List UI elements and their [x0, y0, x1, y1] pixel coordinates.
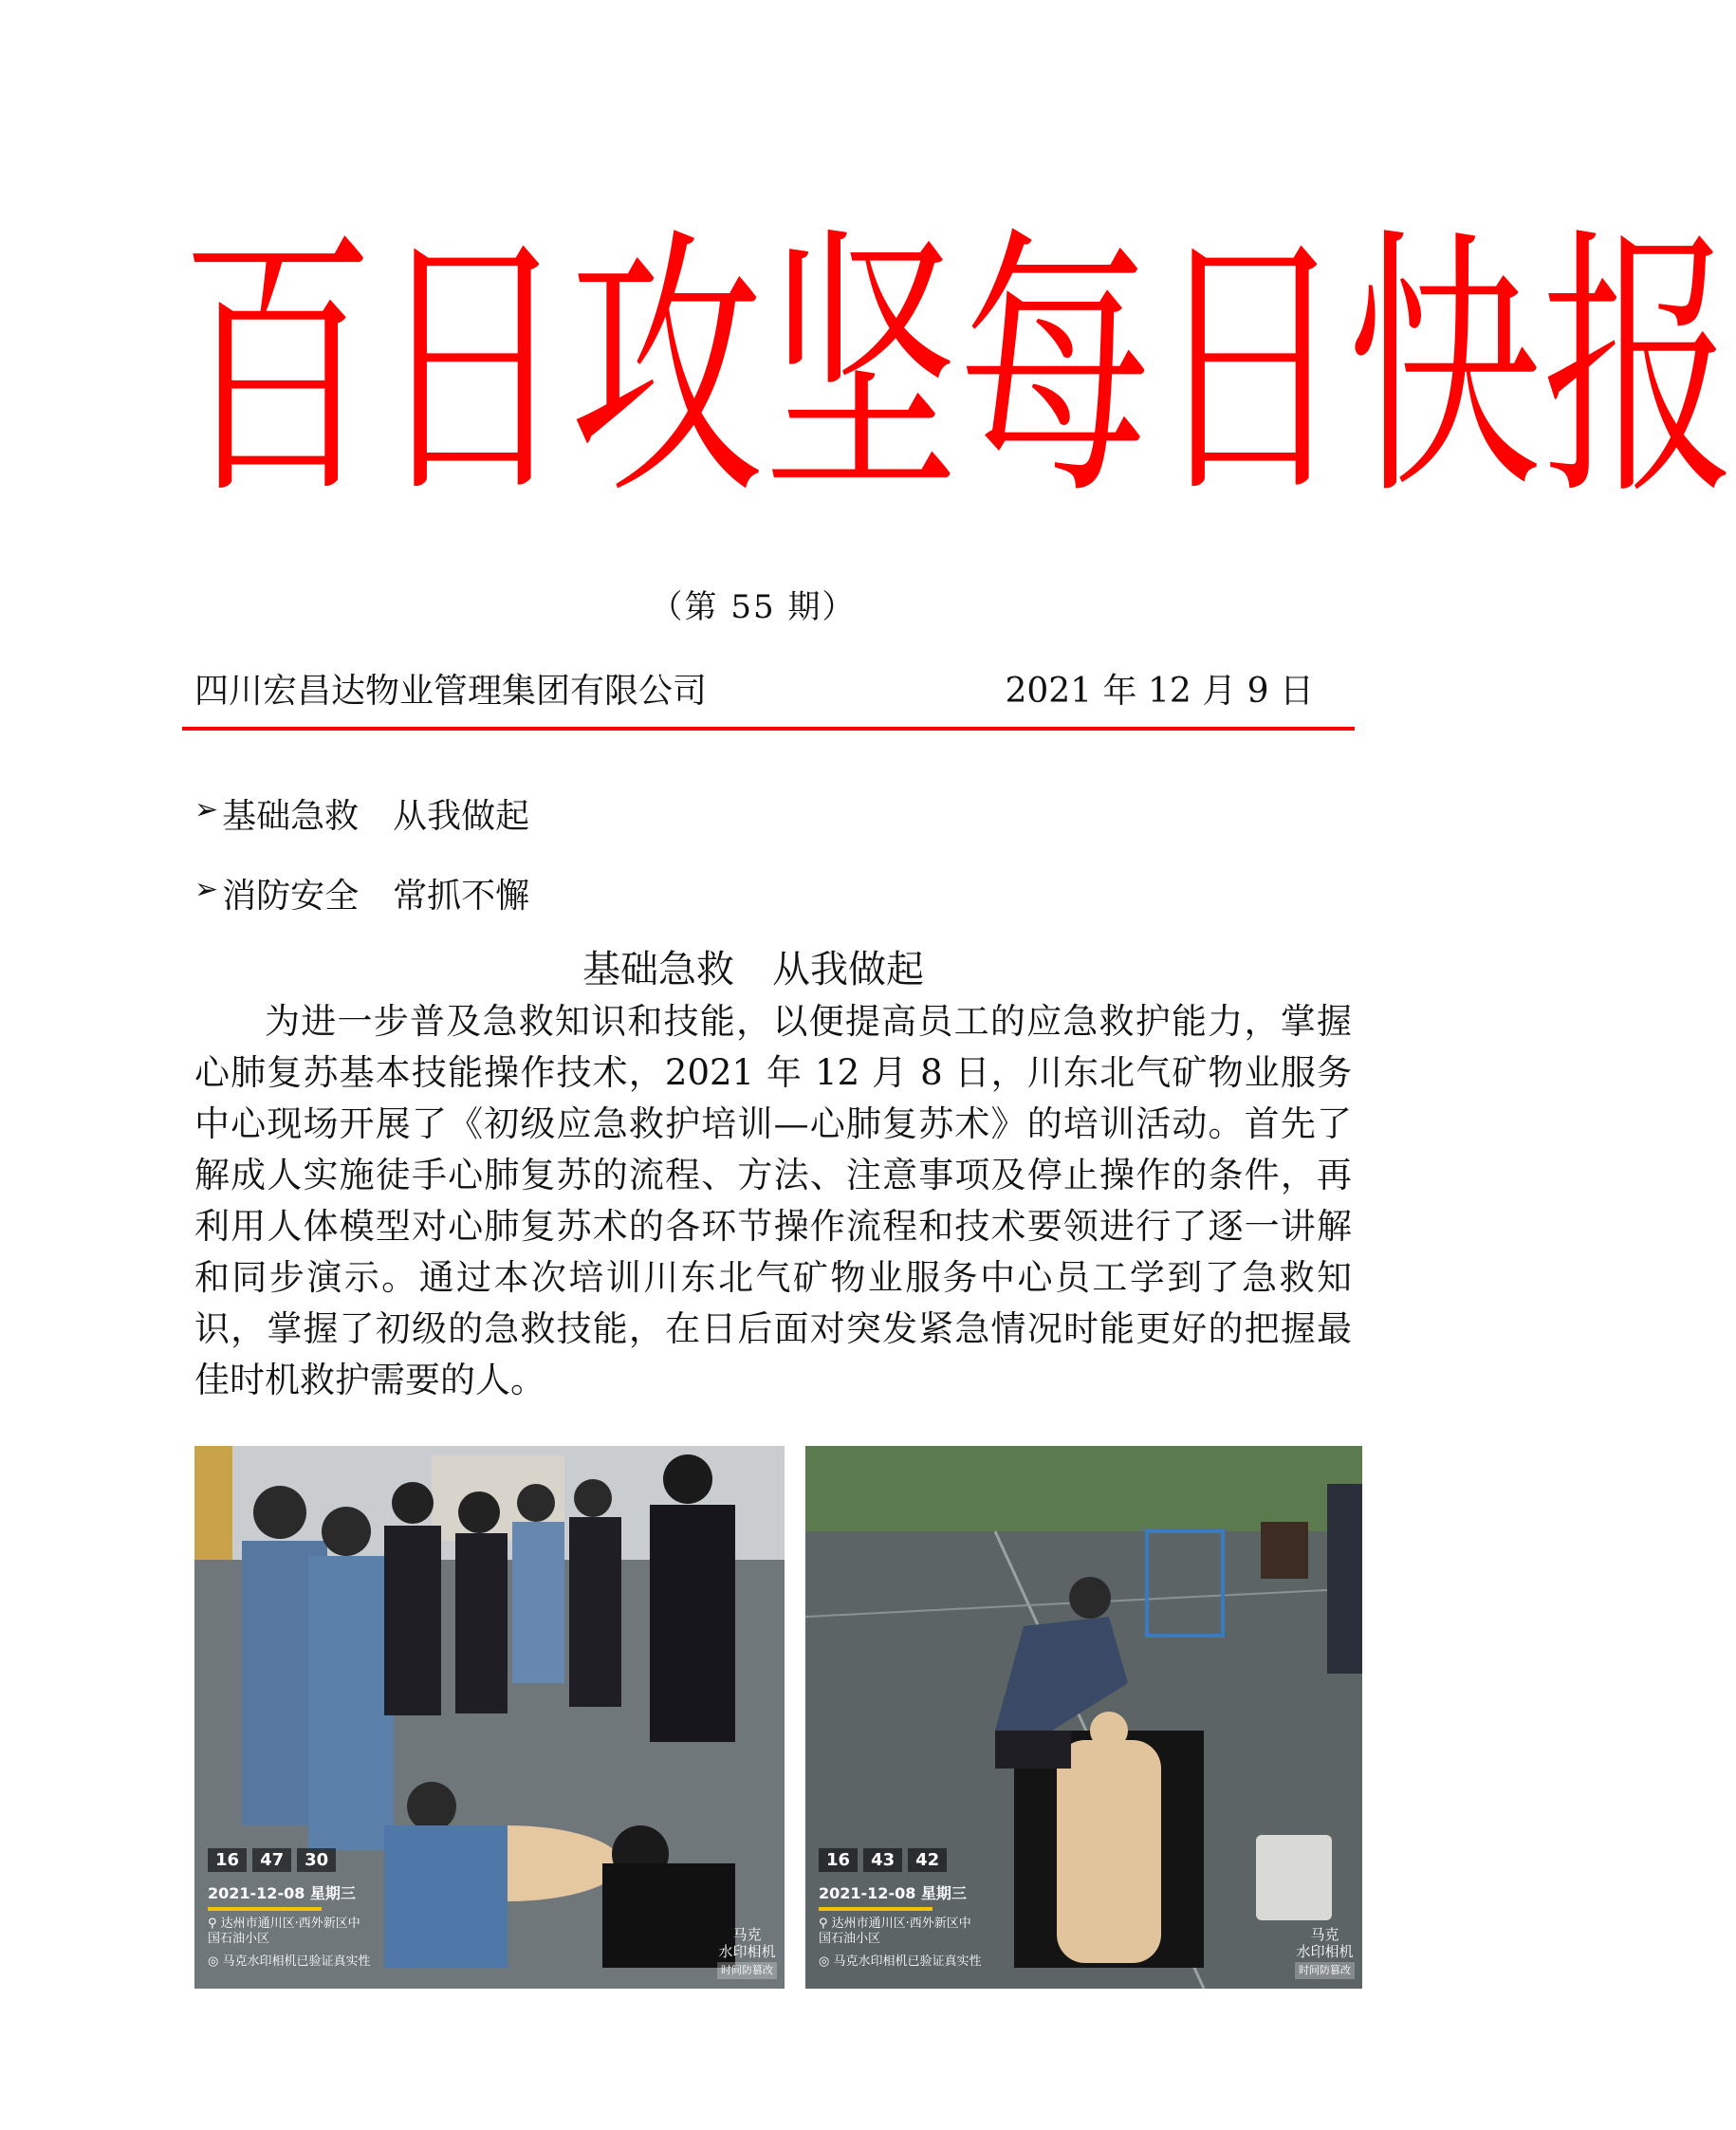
timestamp-watermark: [208, 1848, 371, 1969]
watermark-location: ⚲ 达州市通川区·西外新区中 国石油小区: [819, 1917, 971, 1946]
toc-item: [194, 869, 529, 949]
brand-sub: 时间防篡改: [1295, 1962, 1355, 1979]
masthead-title: [180, 205, 1736, 533]
training-photo-group: [194, 1446, 785, 1989]
time-minute: 47: [252, 1848, 291, 1872]
timestamp-watermark: [819, 1848, 982, 1969]
toc-item: [194, 789, 529, 869]
table-of-contents: [194, 789, 529, 949]
date-underline: [819, 1907, 933, 1911]
toc-item-label: 基础急救 从我做起: [222, 797, 530, 836]
brand-name: 马克 水印相机: [718, 1926, 776, 1960]
shield-icon: ◎: [208, 1954, 223, 1969]
watermark-time: [819, 1848, 982, 1872]
date-underline: [208, 1907, 322, 1911]
watermark-date: 2021-12-08 星期三: [819, 1884, 967, 1902]
watermark-location: ⚲ 达州市通川区·西外新区中 国石油小区: [208, 1917, 360, 1946]
location-pin-icon: ⚲: [208, 1917, 221, 1931]
brand-sub: 时间防篡改: [717, 1962, 777, 1979]
publish-date: 2021 年 12 月 9 日: [1005, 672, 1314, 711]
time-hour: 16: [208, 1848, 247, 1872]
red-divider: [182, 727, 1355, 731]
masthead-char: 日: [375, 205, 569, 533]
shield-icon: ◎: [819, 1954, 834, 1969]
watermark-time: [208, 1848, 371, 1872]
article-body: 为进一步普及急救知识和技能，以便提高员工的应急救护能力，掌握心肺复苏基本技能操作技术，2021 年 12 月 8 日，川东北气矿物业服务中心现场开展了《初级应急救护培训—心肺复苏术》的培训活动。首先了解成人实施徒手心肺复苏的流程、方法、注意事项及停止操作的条件，再利用人体模型对心肺复苏术的各环节操作流程和技术要领进行了逐一讲解和同步演示。通过本次培训川东北气矿物业服务中心员工学到了急救知识，掌握了初级的急救技能，在日后面对突发紧急情况时能更好的把握最佳时机救护需要的人。: [194, 1001, 1352, 1400]
header-row: [194, 664, 1314, 713]
brand-name: 马克 水印相机: [1296, 1926, 1354, 1960]
toc-item-label: 消防安全 常抓不懈: [222, 877, 530, 916]
watermark-verify: ◎ 马克水印相机已验证真实性: [208, 1954, 371, 1969]
training-photo-demo: [805, 1446, 1362, 1989]
time-minute: 43: [863, 1848, 902, 1872]
location-pin-icon: ⚲: [819, 1917, 832, 1931]
camera-brand-watermark: [717, 1926, 777, 1979]
watermark-verify: ◎ 马克水印相机已验证真实性: [819, 1954, 982, 1969]
time-second: 30: [297, 1848, 336, 1872]
masthead-char: 日: [1153, 205, 1347, 533]
arrow-bullet-icon: ➢: [194, 873, 219, 906]
arrow-bullet-icon: ➢: [194, 793, 219, 826]
camera-brand-watermark: [1295, 1926, 1355, 1979]
watermark-date: 2021-12-08 星期三: [208, 1884, 356, 1902]
time-second: 42: [908, 1848, 947, 1872]
issue-number: （第 55 期）: [650, 588, 857, 626]
masthead-char: 每: [958, 205, 1153, 533]
time-hour: 16: [819, 1848, 858, 1872]
masthead-char: 百: [180, 205, 375, 533]
masthead-char: 快: [1347, 205, 1542, 533]
masthead-char: 坚: [764, 205, 958, 533]
article-title: 基础急救 从我做起: [582, 948, 924, 991]
masthead-char: 攻: [569, 205, 764, 533]
masthead-char: 报: [1542, 205, 1736, 533]
company-name: 四川宏昌达物业管理集团有限公司: [194, 672, 708, 711]
